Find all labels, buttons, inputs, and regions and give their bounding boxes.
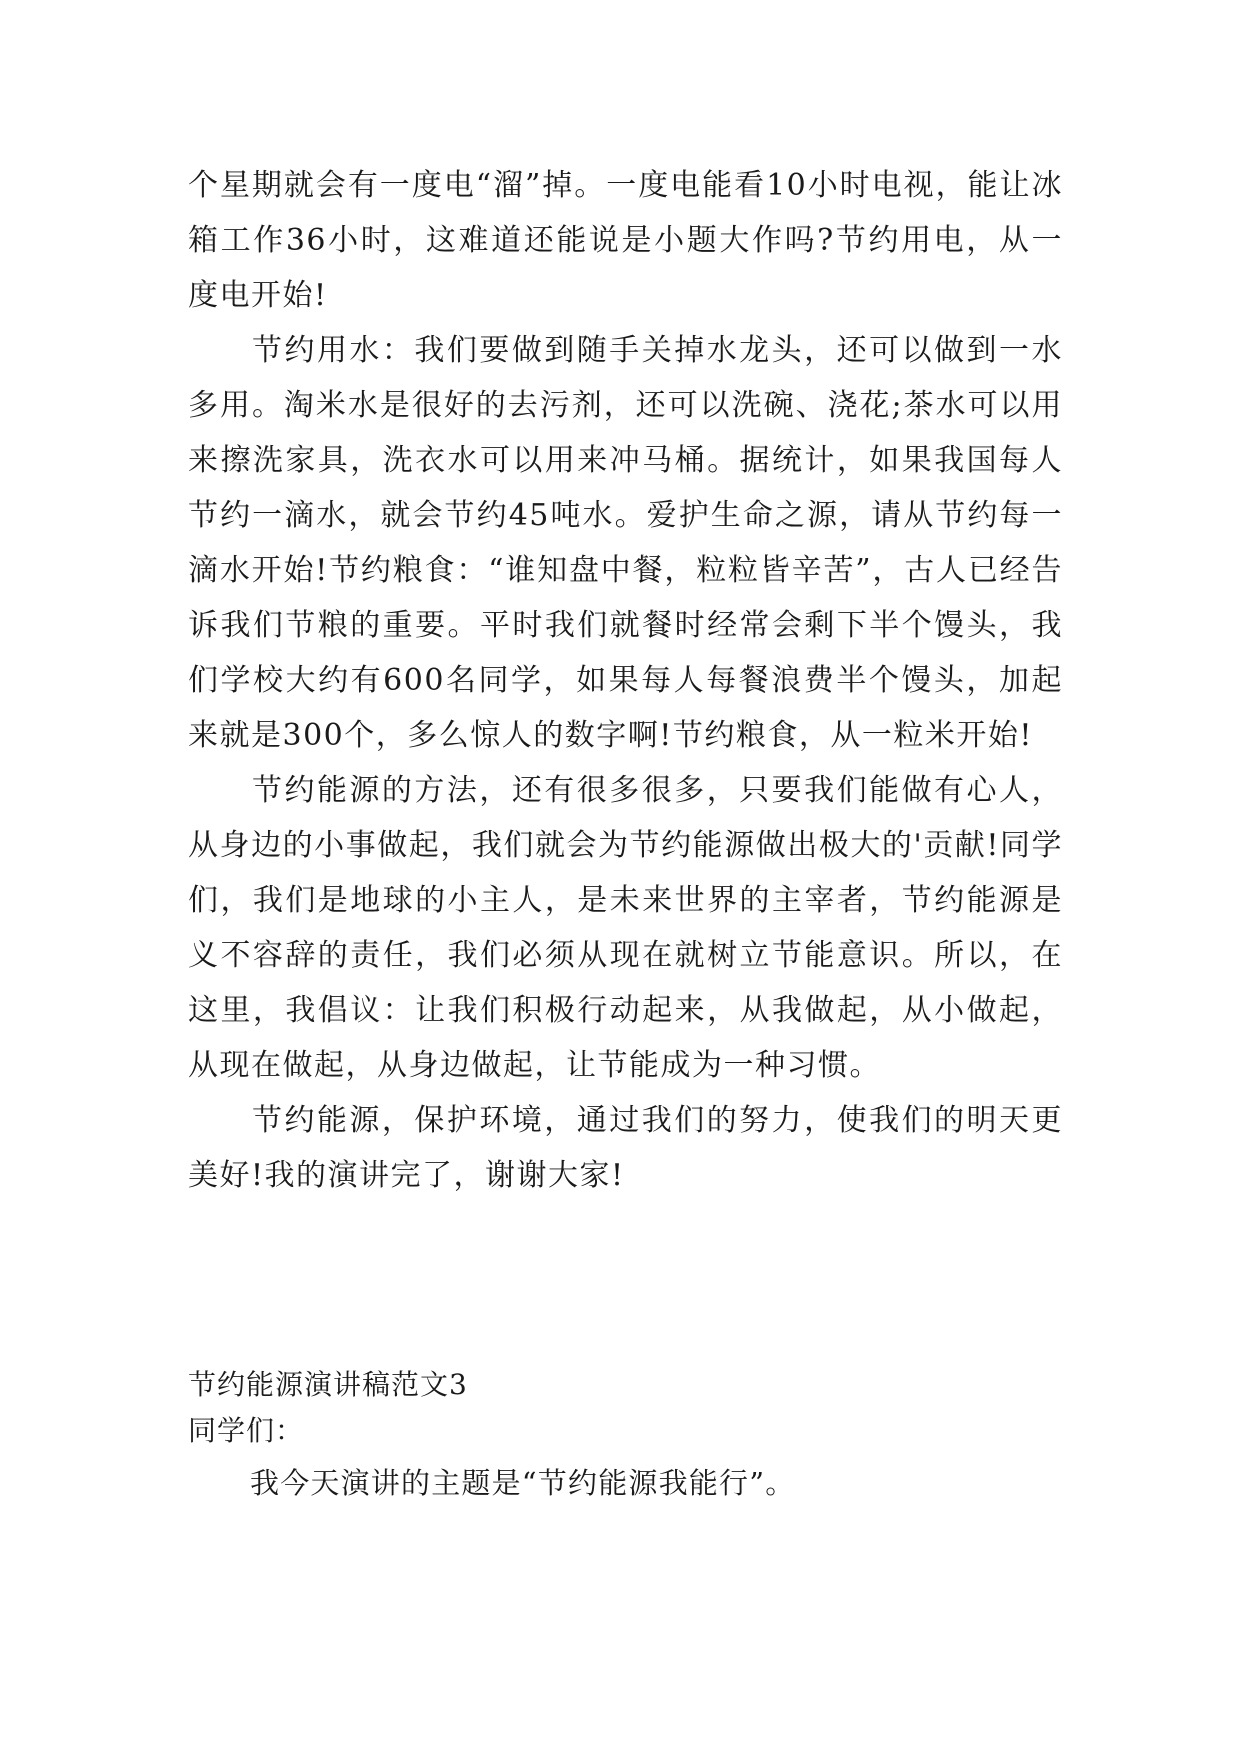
document-body bbox=[188, 158, 1063, 1203]
paragraph-electricity: 个星期就会有一度电“溜”掉。一度电能看10小时电视，能让冰箱工作36小时，这难道还能说是小题大作吗?节约用电，从一度电开始! bbox=[188, 168, 1063, 313]
speech-section-3 bbox=[188, 1362, 1063, 1506]
paragraph-methods: 节约能源的方法，还有很多很多，只要我们能做有心人，从身边的小事做起，我们就会为节约能源做出极大的'贡献!同学们，我们是地球的小主人，是未来世界的主宰者，节约能源是义不容辞的责任，我们必须从现在就树立节能意识。所以，在这里，我倡议：让我们积极行动起来，从我做起，从小做起，从现在做起，从身边做起，让节能成为一种习惯。 bbox=[188, 773, 1063, 1083]
paragraph-water-food: 节约用水：我们要做到随手关掉水龙头，还可以做到一水多用。淘米水是很好的去污剂，还可以洗碗、浇花;茶水可以用来擦洗家具，洗衣水可以用来冲马桶。据统计，如果我国每人节约一滴水，就会节约45吨水。爱护生命之源，请从节约每一滴水开始!节约粮食：“谁知盘中餐，粒粒皆辛苦”，古人已经告诉我们节粮的重要。平时我们就餐时经常会剩下半个馒头，我们学校大约有600名同学，如果每人每餐浪费半个馒头，加起来就是300个，多么惊人的数字啊!节约粮食，从一粒米开始! bbox=[188, 333, 1063, 753]
section-title: 节约能源演讲稿范文3 bbox=[188, 1368, 468, 1401]
salutation: 同学们： bbox=[188, 1414, 305, 1447]
section-first-paragraph: 我今天演讲的主题是“节约能源我能行”。 bbox=[250, 1466, 796, 1500]
paragraph-closing: 节约能源，保护环境，通过我们的努力，使我们的明天更美好!我的演讲完了，谢谢大家! bbox=[188, 1103, 1063, 1193]
